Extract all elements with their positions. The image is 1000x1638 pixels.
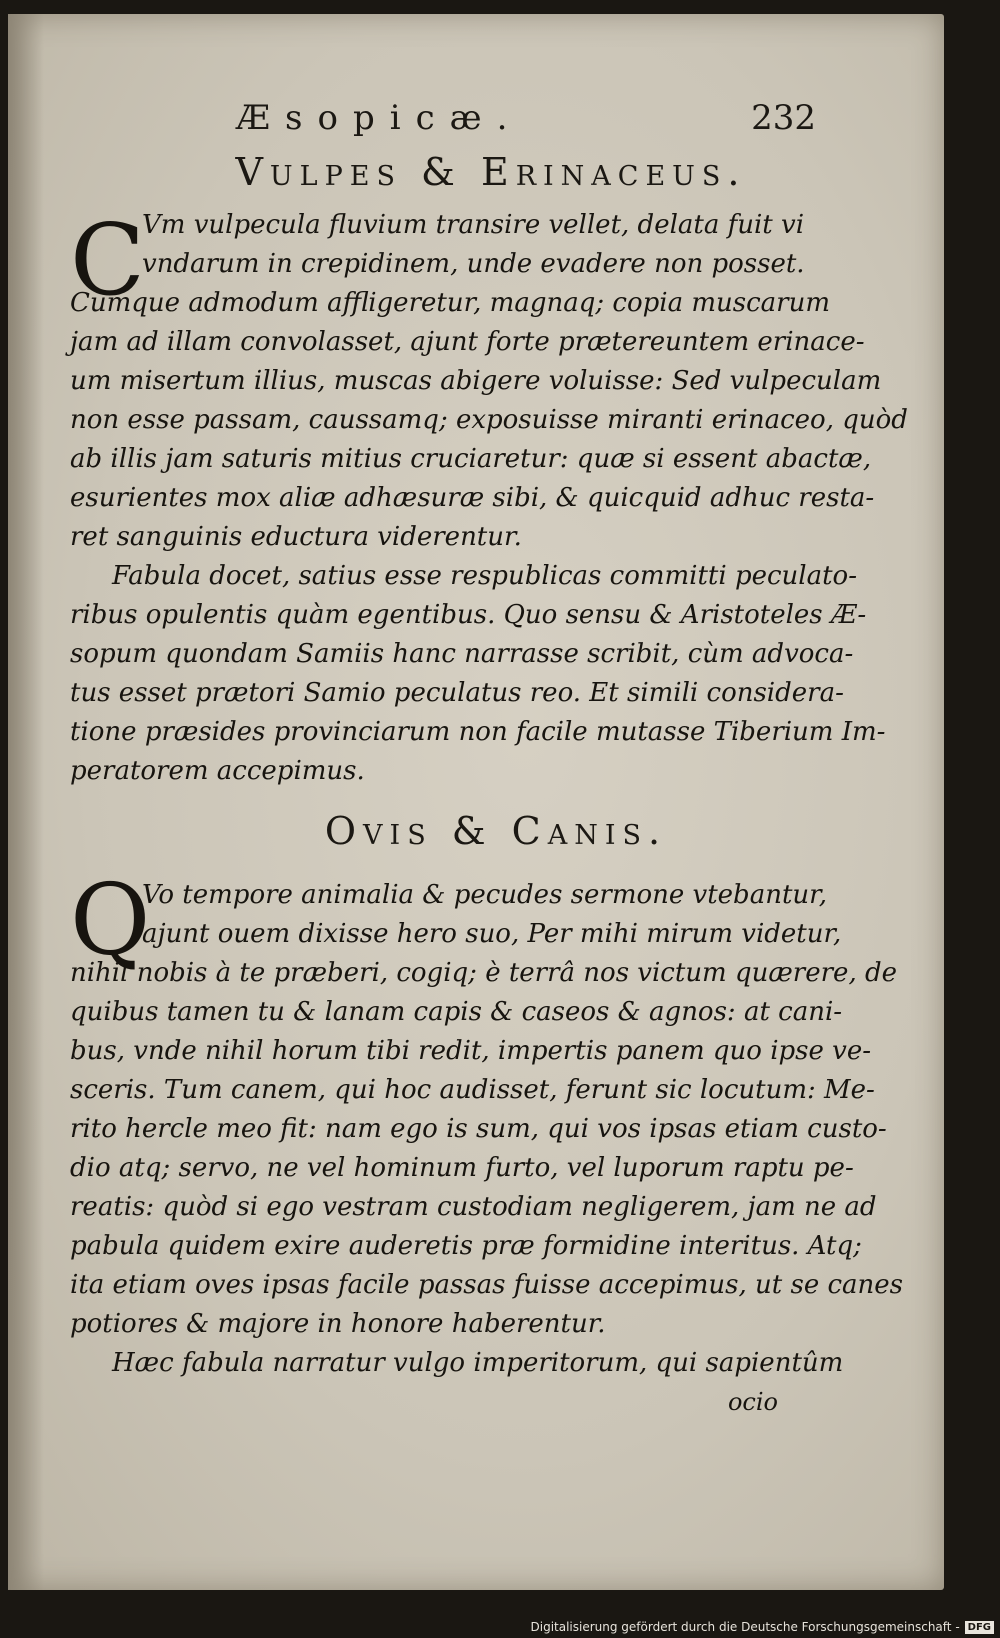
fable-text-vulpes xyxy=(70,206,908,791)
text-line: ribus opulentis quàm egentibus. Quo sensu & Aristoteles Æ- xyxy=(70,600,867,630)
book-page xyxy=(8,14,944,1590)
text-line: rito hercle meo fit: nam ego is sum, qui vos ipsas etiam custo- xyxy=(70,1114,887,1144)
digitization-footer xyxy=(531,1620,995,1634)
running-head-title: Æsopicæ. xyxy=(236,98,523,138)
text-line: ita etiam oves ipsas facile passas fuisse accepimus, ut se canes xyxy=(70,1270,904,1300)
text-line: non esse passam, caussamq; exposuisse miranti erinaceo, quòd xyxy=(70,405,908,435)
text-line: Fabula docet, satius esse respublicas committi peculato- xyxy=(112,561,857,591)
text-line: dio atq; servo, ne vel hominum furto, vel luporum raptu pe- xyxy=(70,1153,854,1183)
catchword: ocio xyxy=(727,1388,778,1416)
text-line: potiores & majore in honore haberentur. xyxy=(70,1309,606,1339)
drop-cap-initial-c: C xyxy=(70,204,145,318)
text-line: sopum quondam Samiis hanc narrasse scribit, cùm advoca- xyxy=(70,639,854,669)
text-line: ajunt ouem dixisse hero suo, Per mihi mirum videtur, xyxy=(142,919,842,949)
text-line: quibus tamen tu & lanam capis & caseos & agnos: at cani- xyxy=(70,997,843,1027)
text-line: reatis: quòd si ego vestram custodiam negligerem, jam ne ad xyxy=(70,1192,877,1222)
text-line: um misertum illius, muscas abigere voluisse: Sed vulpeculam xyxy=(70,366,882,396)
running-head xyxy=(236,84,814,144)
text-line: Vm vulpecula fluvium transire vellet, delata fuit vi xyxy=(142,210,805,240)
text-line: Cumque admodum affligeretur, magnaq; copia muscarum xyxy=(70,288,830,318)
fable-text-ovis xyxy=(70,876,904,1383)
text-line: vndarum in crepidinem, unde evadere non posset. xyxy=(142,249,805,279)
footer-text: Digitalisierung gefördert durch die Deutsche Forschungsgemeinschaft - xyxy=(530,1620,960,1634)
text-line: tus esset prætori Samio peculatus reo. Et simili considera- xyxy=(70,678,844,708)
text-line: jam ad illam convolasset, ajunt forte prætereuntem erinace- xyxy=(70,327,865,357)
page-number: 232 xyxy=(751,98,816,138)
fable-title-ovis: Ovis & Canis. xyxy=(324,809,668,853)
text-line: ret sanguinis eductura viderentur. xyxy=(70,522,522,552)
text-line: nihil nobis à te præberi, cogiq; è terrâ nos victum quærere, de xyxy=(70,958,897,988)
fable-title-vulpes: Vulpes & Erinaceus. xyxy=(235,150,747,194)
text-line: tione præsides provinciarum non facile mutasse Tiberium Im- xyxy=(70,717,886,747)
text-line: Hæc fabula narratur vulgo imperitorum, qui sapientûm xyxy=(112,1348,844,1378)
drop-cap-initial-q: Q xyxy=(70,864,151,978)
text-line: bus, vnde nihil horum tibi redit, impertis panem quo ipse ve- xyxy=(70,1036,872,1066)
text-line: peratorem accepimus. xyxy=(70,756,365,786)
text-line: pabula quidem exire auderetis præ formidine interitus. Atq; xyxy=(70,1231,862,1261)
text-line: esurientes mox aliæ adhæsuræ sibi, & quicquid adhuc resta- xyxy=(70,483,875,513)
text-line: ab illis jam saturis mitius cruciaretur: quæ si essent abactæ, xyxy=(70,444,872,474)
dfg-logo: DFG xyxy=(965,1621,994,1634)
page-gutter-shadow xyxy=(8,14,44,1590)
text-line: sceris. Tum canem, qui hoc audisset, ferunt sic locutum: Me- xyxy=(70,1075,875,1105)
text-line: Vo tempore animalia & pecudes sermone vtebantur, xyxy=(142,880,827,910)
